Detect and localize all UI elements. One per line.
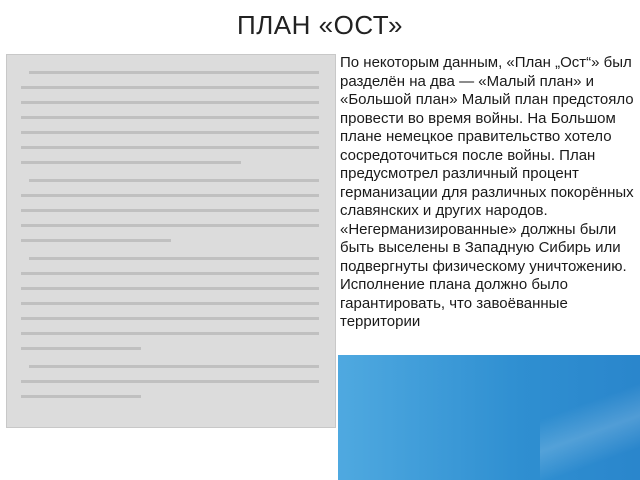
slide-title: ПЛАН «ОСТ» <box>237 10 403 40</box>
scan-text-line <box>21 395 141 398</box>
scan-text-line <box>21 224 319 227</box>
scan-text-line <box>21 86 319 89</box>
scan-text-line <box>29 365 319 368</box>
accent-highlight <box>540 355 640 480</box>
scan-text-line <box>29 71 319 74</box>
scan-text-line <box>21 101 319 104</box>
scanned-document-image <box>6 54 336 428</box>
scan-text-line <box>21 287 319 290</box>
scan-text-line <box>21 347 141 350</box>
scan-text-line <box>21 302 319 305</box>
scan-text-line <box>21 272 319 275</box>
scan-text-line <box>21 194 319 197</box>
scan-text-line <box>21 146 319 149</box>
scan-text-line <box>21 116 319 119</box>
scan-text-line <box>21 209 319 212</box>
scan-text-line <box>21 332 319 335</box>
scan-text-line <box>29 257 319 260</box>
scan-text-line <box>21 131 319 134</box>
scan-text-line <box>21 161 241 164</box>
scan-text-line <box>21 317 319 320</box>
scan-text-line <box>29 179 319 182</box>
scan-text-line <box>21 380 319 383</box>
body-text: По некоторым данным, «План „Ост“» был разделён на два — «Малый план» и «Большой план» Малый план предстояло провести во время войны. На Большом плане немецкое правительство хотело сосредоточиться после войны. План предусмотрел различный процент германизации для различных покорённых славянских и других народов. «Негерманизированные» должны были быть выселены в Западную Сибирь или подвергнуты физическому уничтожению. Исполнение плана должно было гарантировать, что завоёванные территории <box>340 54 634 330</box>
scan-text-line <box>21 239 171 242</box>
